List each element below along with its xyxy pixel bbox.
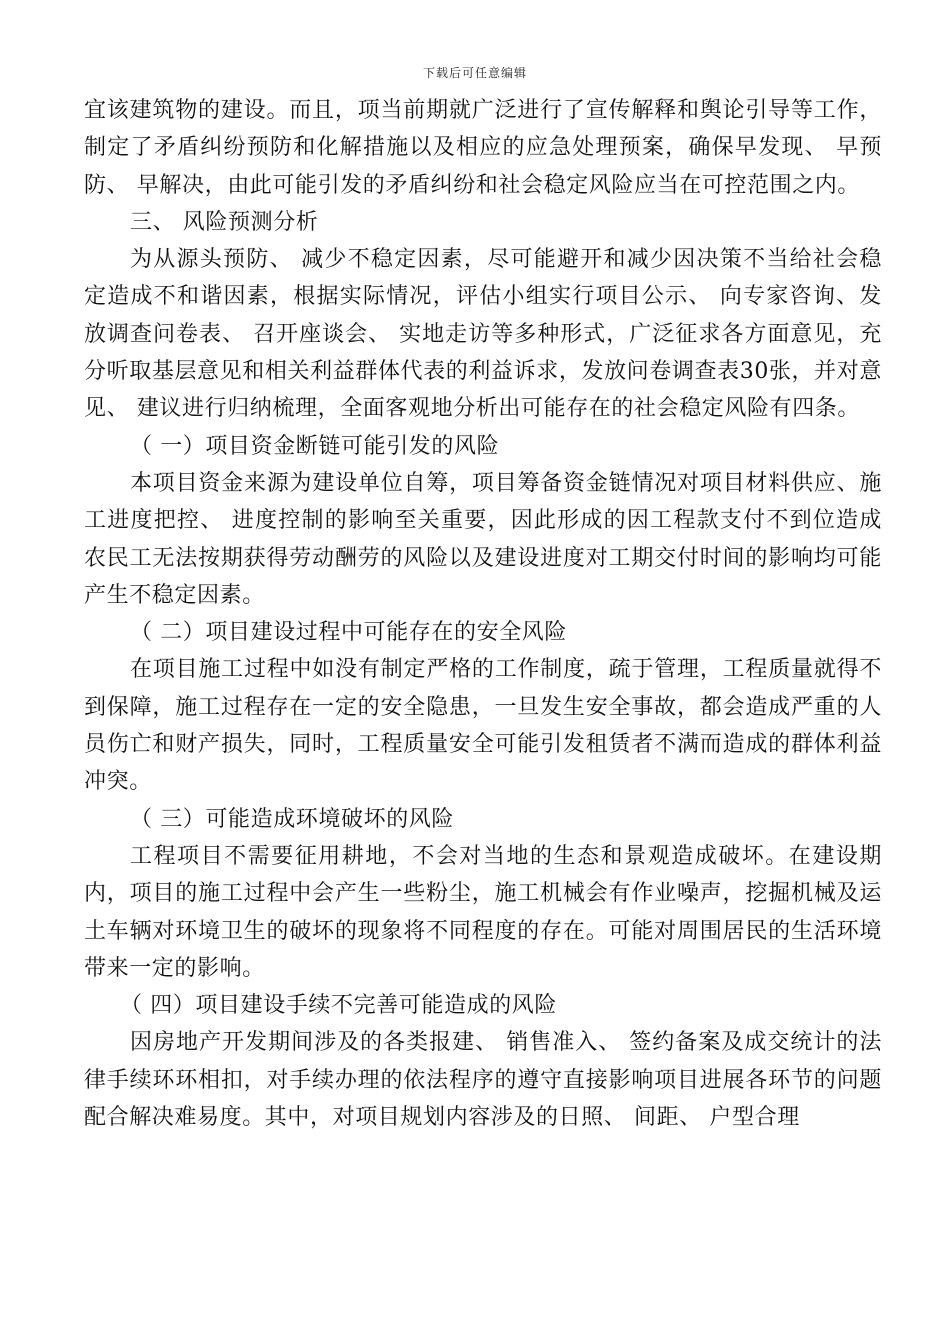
- subsection-heading: （ 三）可能造成环境破坏的风险: [130, 806, 454, 832]
- header-note: 下载后可任意编辑: [422, 66, 527, 80]
- paragraph: 工程项目不需要征用耕地，不会对当地的生态和景观造成破坏。在建设期内，项目的施工过程中会产生一些粉尘，施工机械会有作业噪声，挖掘机械及运土车辆对环境卫生的破坏的现象将不同程度的存在。可能对周围居民的生活环境带来一定的影响。: [84, 843, 882, 981]
- section-heading: 三、 风险预测分析: [130, 209, 319, 235]
- subsection-heading: （ 四）项目建设手续不完善可能造成的风险: [120, 993, 557, 1019]
- document-body: [84, 92, 882, 1136]
- paragraph: 为从源头预防、 减少不稳定因素，尽可能避开和减少因决策不当给社会稳定造成不和谐因素，根据实际情况，评估小组实行项目公示、 向专家咨询、发放调查问卷表、 召开座谈会、 实地走访等多种形式，广泛征求各方面意见，充分听取基层意见和相关利益群体代表的利益诉求，发放问卷调查表30张，并对意见、 建议进行归纳梳理，全面客观地分析出可能存在的社会稳定风险有四条。: [84, 247, 882, 422]
- paragraph: 因房地产开发期间涉及的各类报建、 销售准入、 签约备案及成交统计的法律手续环环相扣，对手续办理的依法程序的遵守直接影响项目进展各环节的问题配合解决难易度。其中，对项目规划内容涉及的日照、 间距、 户型合理: [84, 1030, 882, 1131]
- paragraph: 本项目资金来源为建设单位自筹，项目筹备资金链情况对项目材料供应、施工进度把控、 进度控制的影响至关重要，因此形成的因工程款支付不到位造成农民工无法按期获得劳动酬劳的风险以及建设进度对工期交付时间的影响均可能产生不稳定因素。: [84, 470, 882, 608]
- subsection-heading: （ 二）项目建设过程中可能存在的安全风险: [130, 620, 567, 646]
- subsection-heading: （ 一）项目资金断链可能引发的风险: [130, 433, 500, 459]
- paragraph: 宜该建筑物的建设。而且，项当前期就广泛进行了宣传解释和舆论引导等工作，制定了矛盾纠纷预防和化解措施以及相应的应急处理预案，确保早发现、 早预防、 早解决，由此可能引发的矛盾纠纷和社会稳定风险应当在可控范围之内。: [84, 98, 882, 198]
- paragraph: 在项目施工过程中如没有制定严格的工作制度，疏于管理，工程质量就得不到保障，施工过程存在一定的安全隐患，一旦发生安全事故，都会造成严重的人员伤亡和财产损失，同时，工程质量安全可能引发租赁者不满而造成的群体利益冲突。: [84, 657, 882, 795]
